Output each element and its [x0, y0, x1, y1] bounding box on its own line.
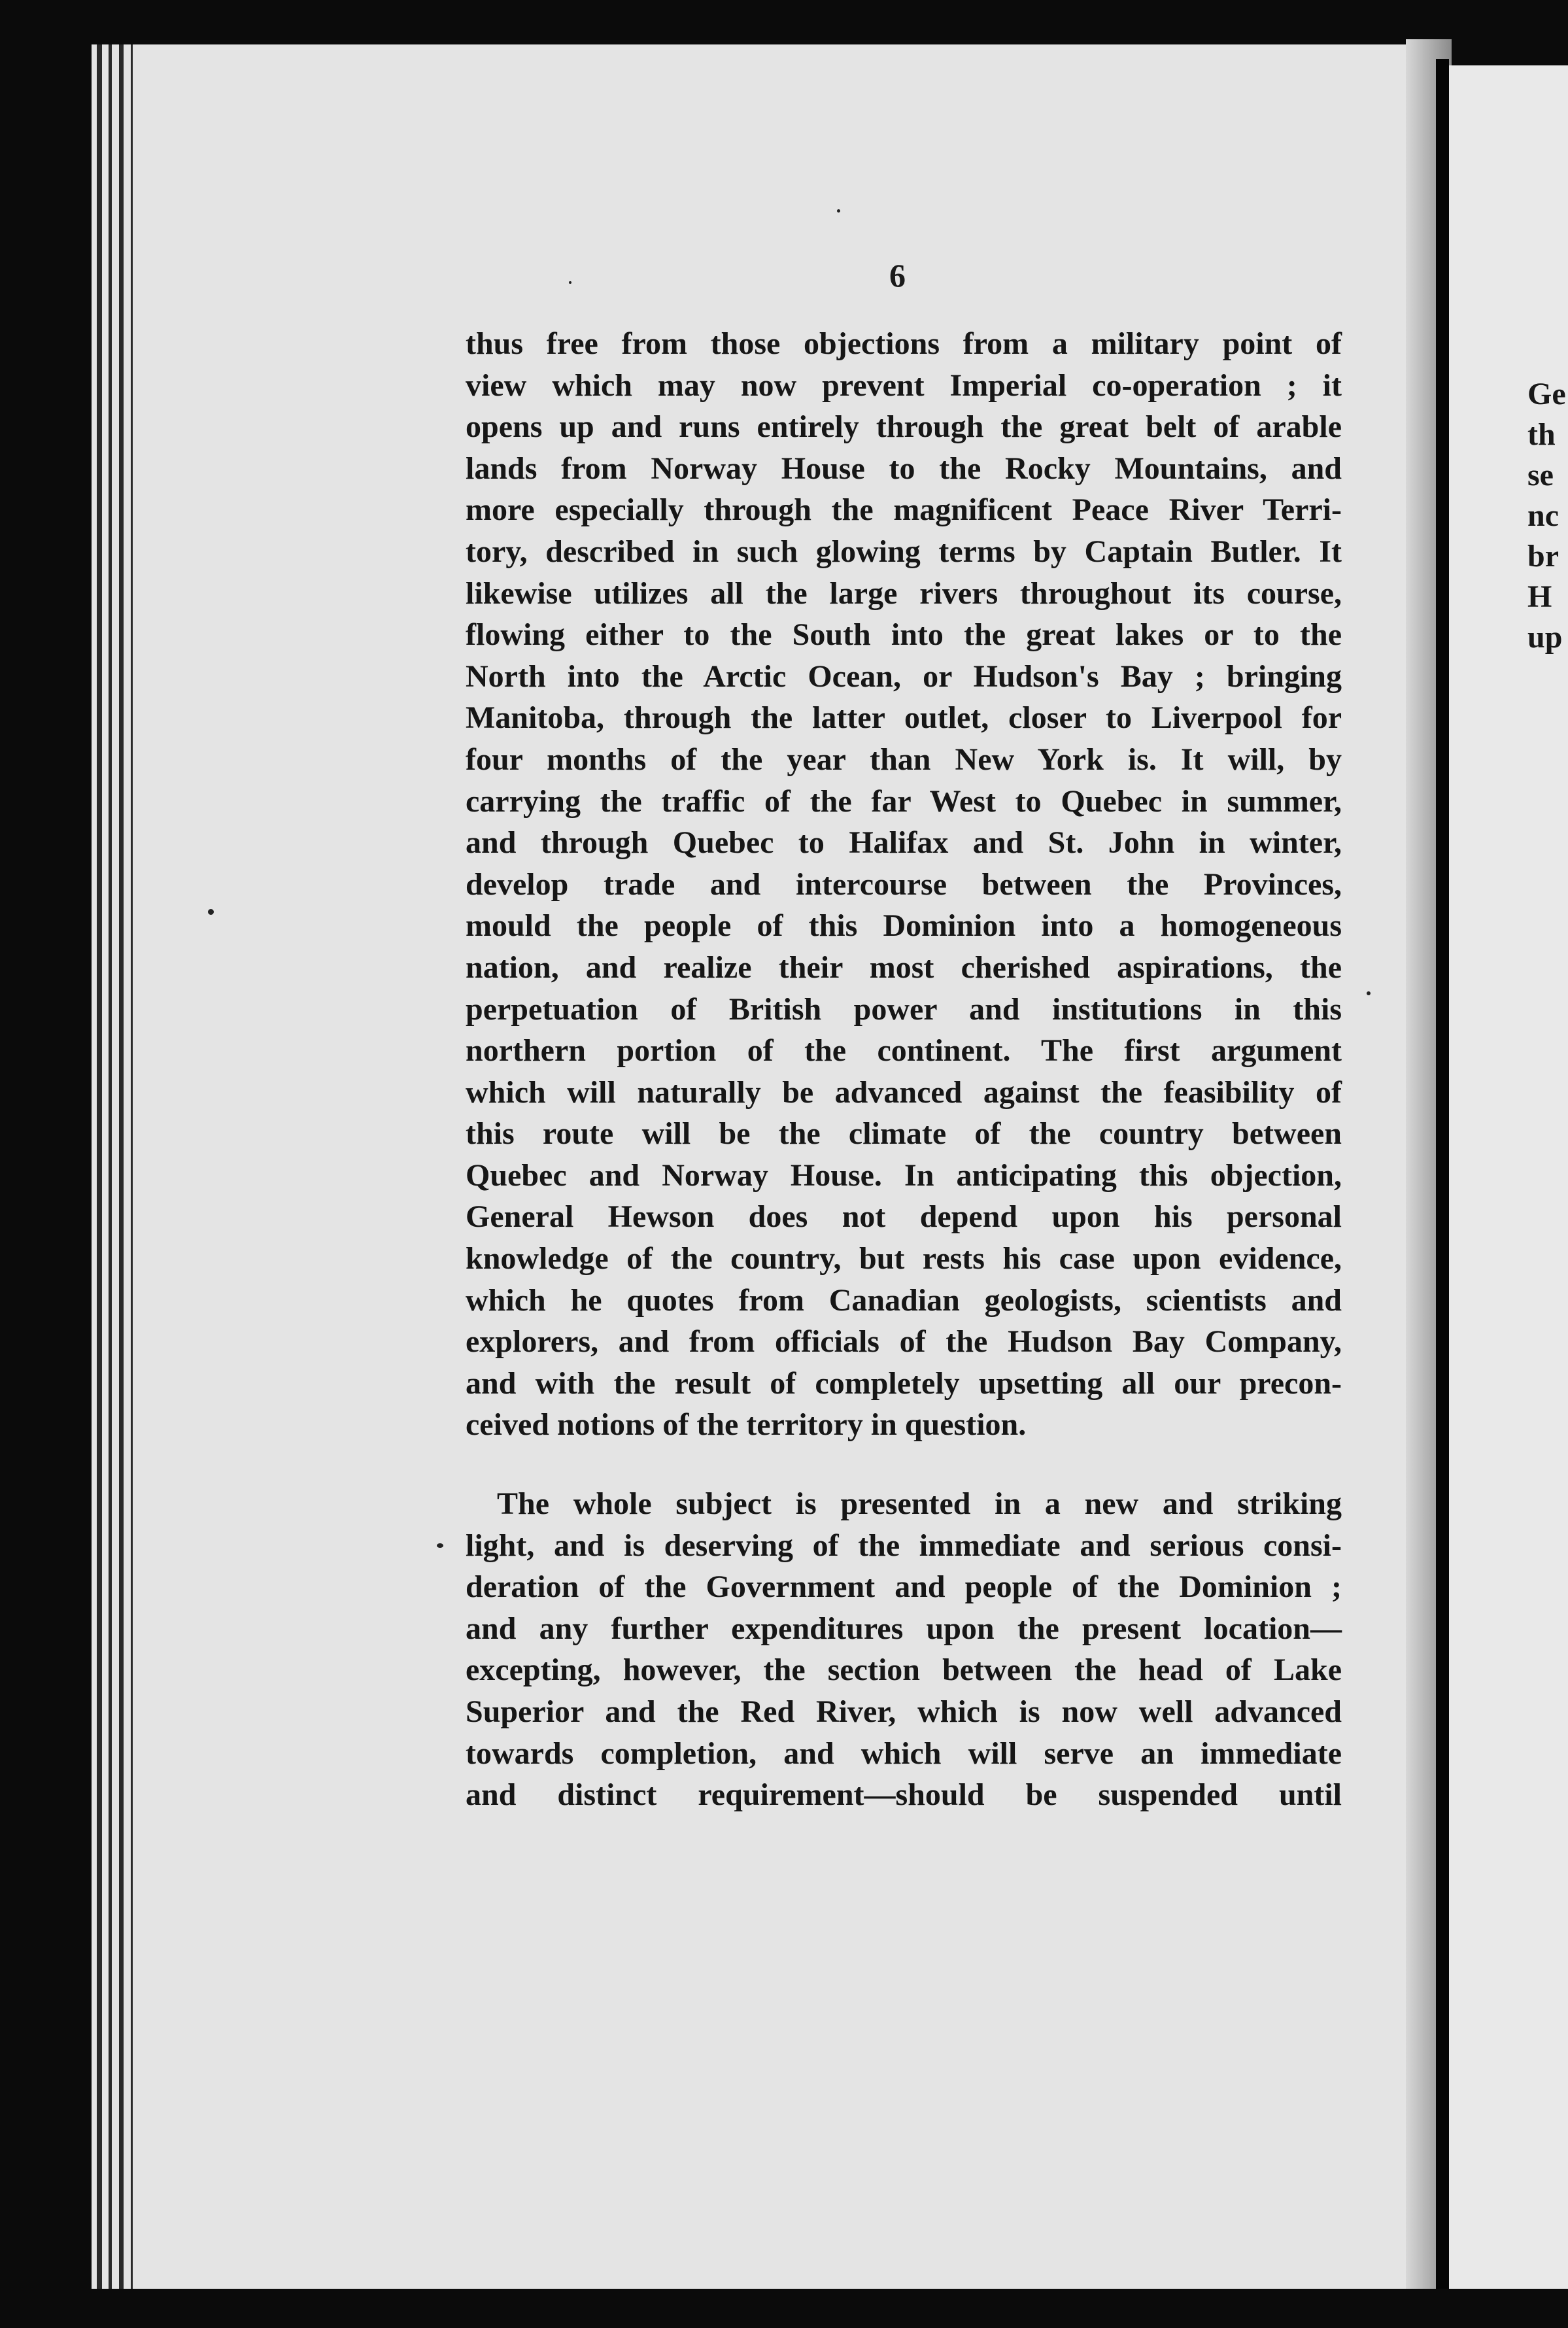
fragment-line: se — [1527, 458, 1554, 492]
paragraph-2 — [466, 1483, 1342, 1816]
ink-speck — [208, 909, 214, 915]
text-line: which he quotes from Canadian geologists, scientists and — [466, 1282, 1342, 1318]
text-line: which will naturally be advanced against the feasibility of — [466, 1074, 1342, 1110]
text-line: excepting, however, the section between the head of Lake — [466, 1652, 1342, 1688]
text-line: tory, described in such glowing terms by Captain Butler. It — [466, 534, 1342, 569]
text-line: light, and is deserving of the immediate and serious consi- — [466, 1528, 1342, 1563]
text-line: explorers, and from officials of the Hudson Bay Company, — [466, 1324, 1342, 1360]
binding-edge — [92, 44, 137, 2289]
text-line: likewise utilizes all the large rivers throughout its course, — [466, 575, 1342, 611]
text-line: view which may now prevent Imperial co-operation ; it — [466, 368, 1342, 403]
fragment-line: H — [1527, 579, 1552, 614]
text-line: develop trade and intercourse between the Provinces, — [466, 866, 1342, 902]
fragment-line: nc — [1527, 498, 1559, 533]
text-line: northern portion of the continent. The first argument — [466, 1033, 1342, 1069]
text-line: carrying the traffic of the far West to Quebec in summer, — [466, 783, 1342, 819]
text-line: North into the Arctic Ocean, or Hudson's Bay ; bringing — [466, 659, 1342, 694]
text-line: and through Quebec to Halifax and St. John in winter, — [466, 825, 1342, 861]
text-line: nation, and realize their most cherished aspirations, the — [466, 950, 1342, 985]
text-line: Quebec and Norway House. In anticipating this objection, — [466, 1157, 1342, 1193]
text-line: knowledge of the country, but rests his case upon evidence, — [466, 1241, 1342, 1276]
text-line: four months of the year than New York is. It will, by — [466, 742, 1342, 777]
text-line: this route will be the climate of the country between — [466, 1116, 1342, 1152]
ink-speck — [837, 209, 840, 213]
text-line: The whole subject is presented in a new and striking — [497, 1486, 1342, 1521]
page-number: 6 — [889, 257, 906, 294]
text-line: flowing either to the South into the great lakes or to the — [466, 617, 1342, 653]
text-line: and with the result of completely upsetting all our precon- — [466, 1365, 1342, 1401]
ink-speck — [1367, 991, 1371, 995]
ink-speck — [569, 281, 571, 284]
ink-speck — [437, 1543, 443, 1548]
text-line: lands from Norway House to the Rocky Mountains, and — [466, 451, 1342, 486]
text-line: opens up and runs entirely through the great belt of arable — [466, 409, 1342, 445]
fragment-line: up — [1527, 620, 1563, 655]
fragment-line: Ge — [1527, 377, 1566, 411]
facing-page-text-fragments — [1527, 374, 1568, 658]
fragment-line: th — [1527, 417, 1556, 452]
text-line: thus free from those objections from a military point of — [466, 326, 1342, 361]
text-line: mould the people of this Dominion into a homogeneous — [466, 908, 1342, 944]
book-gutter — [1436, 59, 1449, 2289]
text-line: perpetuation of British power and institutions in this — [466, 991, 1342, 1027]
text-line: deration of the Government and people of the Dominion ; — [466, 1569, 1342, 1605]
paragraph-1 — [466, 323, 1342, 1446]
fragment-line: br — [1527, 539, 1559, 573]
text-line: more especially through the magnificent Peace River Terri- — [466, 492, 1342, 528]
text-line: ceived notions of the territory in question. — [466, 1407, 1027, 1443]
text-line: Manitoba, through the latter outlet, closer to Liverpool for — [466, 700, 1342, 736]
text-line: Superior and the Red River, which is now well advanced — [466, 1694, 1342, 1729]
text-line: towards completion, and which will serve an immediate — [466, 1736, 1342, 1771]
text-line: and any further expenditures upon the present location— — [466, 1611, 1342, 1646]
text-line: and distinct requirement—should be suspended until — [466, 1777, 1342, 1813]
text-line: General Hewson does not depend upon his personal — [466, 1199, 1342, 1235]
